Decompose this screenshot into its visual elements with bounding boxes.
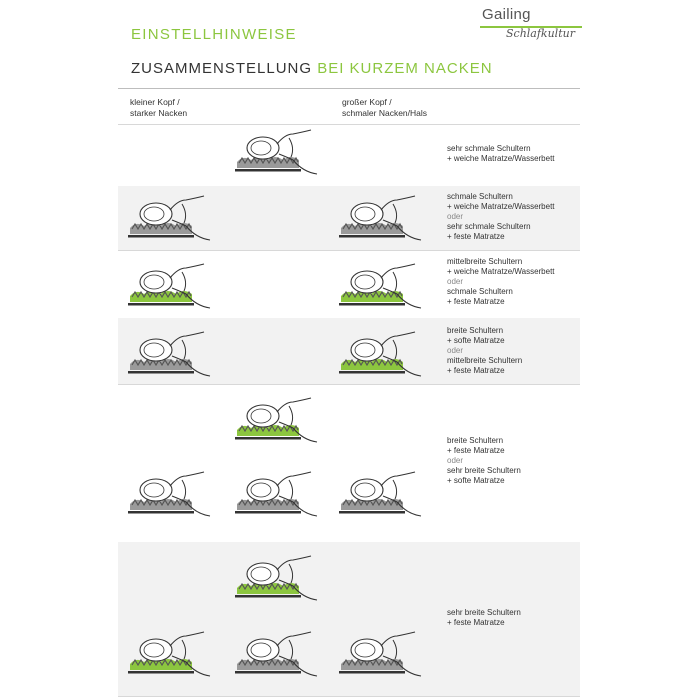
pillow-illustration bbox=[337, 258, 441, 318]
description-line: + feste Matratze bbox=[447, 297, 505, 306]
description-line: + feste Matratze bbox=[447, 618, 505, 627]
description-line: sehr breite Schultern bbox=[447, 466, 521, 475]
pillow-illustration bbox=[337, 626, 441, 686]
description-line: + feste Matratze bbox=[447, 232, 505, 241]
description-line: schmale Schultern bbox=[447, 287, 513, 296]
description-line: breite Schultern bbox=[447, 326, 504, 335]
row-divider bbox=[118, 696, 580, 697]
column-header-right bbox=[342, 97, 427, 119]
pillow-illustration bbox=[233, 466, 337, 526]
description-line: sehr breite Schultern bbox=[447, 608, 521, 617]
description-line: + feste Matratze bbox=[447, 366, 505, 375]
pillow-illustration bbox=[233, 392, 337, 452]
description-line: + weiche Matratze/Wasserbett bbox=[447, 202, 555, 211]
description-line: + weiche Matratze/Wasserbett bbox=[447, 267, 555, 276]
pillow-illustration bbox=[337, 190, 441, 250]
pillow-illustration bbox=[233, 626, 337, 686]
row-4-description bbox=[447, 326, 582, 376]
header-divider bbox=[118, 88, 580, 89]
brand-logo bbox=[476, 6, 584, 46]
column-header-right-line2: schmaler Nacken/Hals bbox=[342, 108, 428, 118]
brand-tagline: Schlafkultur bbox=[506, 27, 575, 40]
page-title bbox=[131, 60, 493, 77]
title-main: ZUSAMMENSTELLUNG bbox=[131, 60, 313, 77]
description-line: + softe Matratze bbox=[447, 476, 505, 485]
pillow-illustration bbox=[126, 326, 230, 386]
pillow-illustration bbox=[337, 326, 441, 386]
or-separator: oder bbox=[447, 212, 464, 221]
row-3-description bbox=[447, 257, 582, 307]
row-5-description bbox=[447, 436, 582, 486]
or-separator: oder bbox=[447, 346, 464, 355]
or-separator: oder bbox=[447, 277, 464, 286]
pillow-illustration bbox=[126, 190, 230, 250]
column-header-left bbox=[130, 97, 187, 119]
title-highlight: BEI KURZEM NACKEN bbox=[317, 60, 493, 77]
pillow-illustration bbox=[126, 258, 230, 318]
description-line: mittelbreite Schultern bbox=[447, 356, 523, 365]
brand-name: Gailing bbox=[482, 6, 531, 23]
description-line: + feste Matratze bbox=[447, 446, 505, 455]
description-line: + weiche Matratze/Wasserbett bbox=[447, 154, 555, 163]
pillow-illustration bbox=[126, 466, 230, 526]
row-divider bbox=[118, 124, 580, 125]
or-separator: oder bbox=[447, 456, 464, 465]
column-header-right-line1: großer Kopf / bbox=[342, 97, 392, 107]
row-2-description bbox=[447, 192, 582, 242]
column-header-left-line2: starker Nacken bbox=[130, 108, 188, 118]
description-line: mittelbreite Schultern bbox=[447, 257, 523, 266]
row-6-description bbox=[447, 608, 582, 628]
section-kicker: EINSTELLHINWEISE bbox=[131, 26, 297, 43]
description-line: sehr schmale Schultern bbox=[447, 144, 531, 153]
pillow-illustration bbox=[126, 626, 230, 686]
pillow-illustration bbox=[233, 124, 337, 184]
row-1-description bbox=[447, 144, 582, 164]
description-line: schmale Schultern bbox=[447, 192, 513, 201]
pillow-illustration bbox=[233, 550, 337, 610]
description-line: sehr schmale Schultern bbox=[447, 222, 531, 231]
description-line: breite Schultern bbox=[447, 436, 504, 445]
pillow-illustration bbox=[337, 466, 441, 526]
row-divider bbox=[118, 250, 580, 251]
column-header-left-line1: kleiner Kopf / bbox=[130, 97, 180, 107]
description-line: + softe Matratze bbox=[447, 336, 505, 345]
